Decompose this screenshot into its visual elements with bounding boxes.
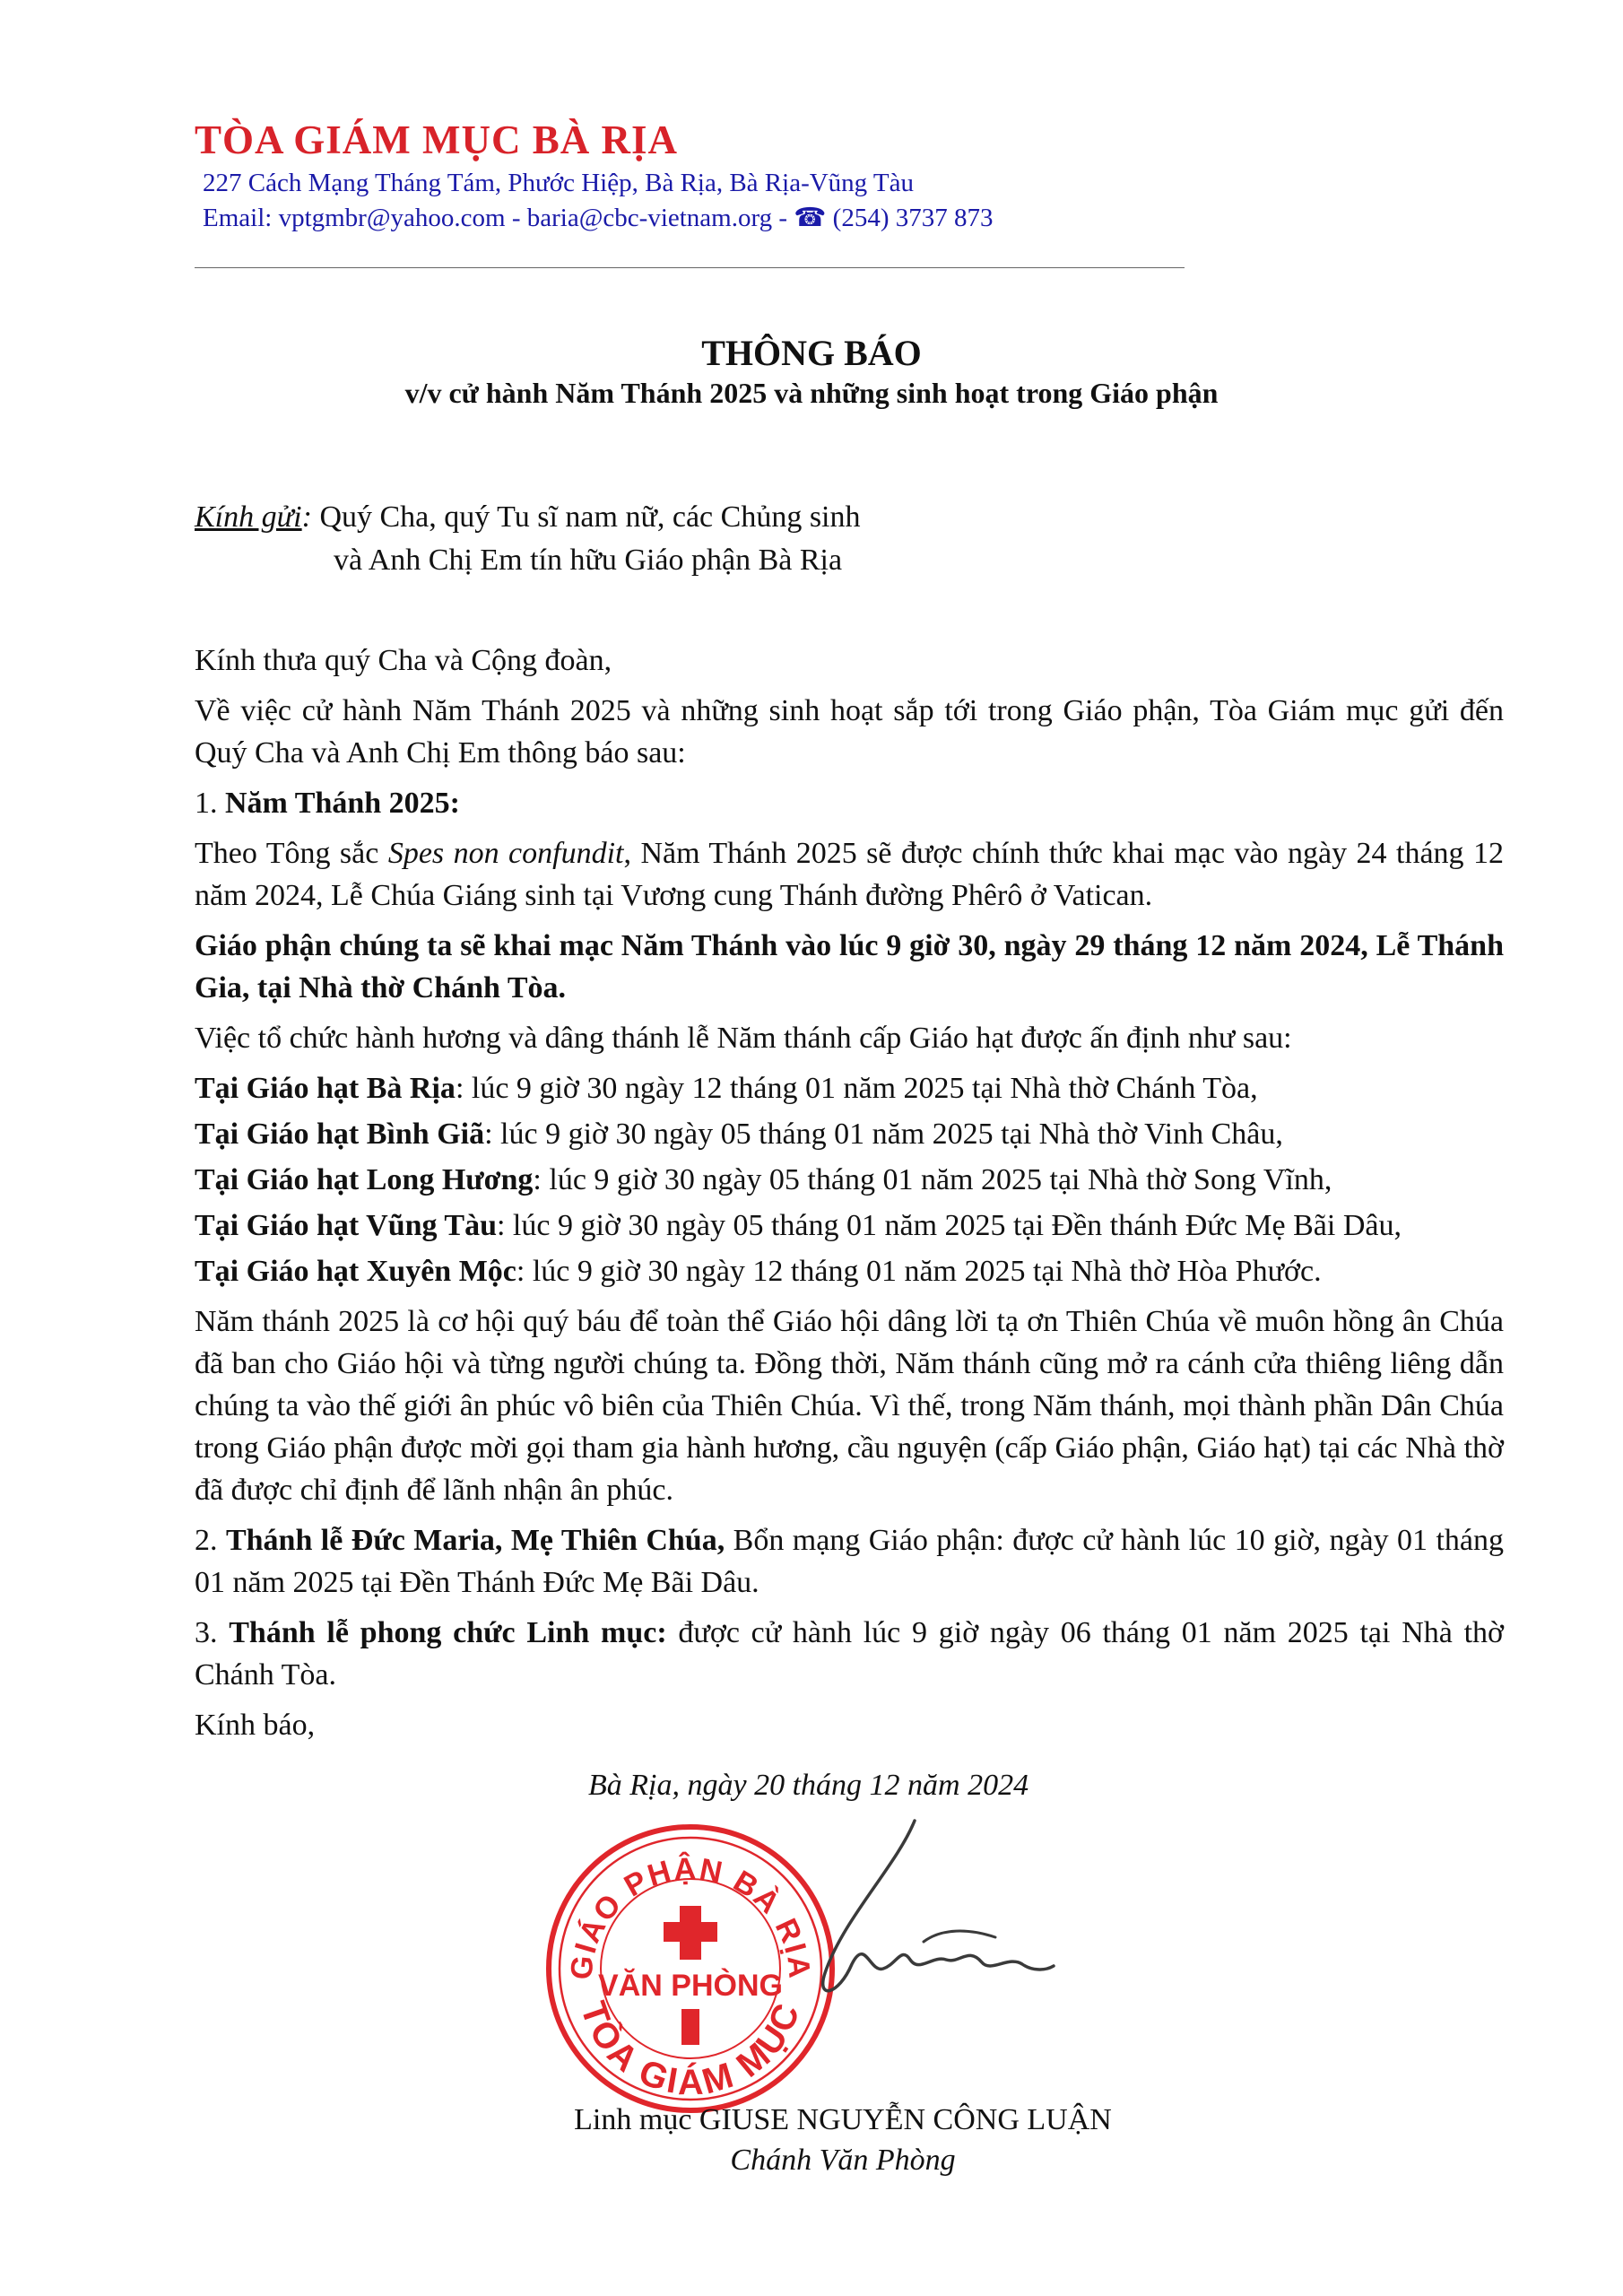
recipients-line2: và Anh Chị Em tín hữu Giáo phận Bà Rịa xyxy=(334,544,843,577)
document-title: THÔNG BÁO xyxy=(701,333,922,373)
seal-bottom-text: TÒA GIÁM MỤC xyxy=(572,1996,809,2103)
closing: Kính báo, xyxy=(195,1709,316,1742)
phone-number: (254) 3737 873 xyxy=(826,204,994,232)
seal-top-text: GIÁO PHẬN BÀ RỊA xyxy=(564,1851,817,1981)
greeting: Kính thưa quý Cha và Cộng đoàn, xyxy=(195,644,612,677)
recipients-colon: : xyxy=(301,500,312,534)
deanery-item: Tại Giáo hạt Vũng Tàu: lúc 9 giờ 30 ngày 05 tháng 01 năm 2025 tại Đền thánh Đức Mẹ Bãi Dâu, xyxy=(195,1209,1402,1242)
section-2-paragraph: 2. Thánh lễ Đức Maria, Mẹ Thiên Chúa, Bổn mạng Giáo phận: được cử hành lúc 10 giờ, ngày 01 tháng 01 năm 2025 tại Đền Thánh Đức Mẹ Bãi Dâu. xyxy=(195,1524,1505,1599)
deanery-item: Tại Giáo hạt Bình Giã: lúc 9 giờ 30 ngày 05 tháng 01 năm 2025 tại Nhà thờ Vinh Châu, xyxy=(195,1118,1283,1151)
signer-role: Chánh Văn Phòng xyxy=(730,2144,956,2177)
signer-name: Linh mục GIUSE NGUYỄN CÔNG LUẬN xyxy=(574,2103,1112,2136)
date-line: Bà Rịa, ngày 20 tháng 12 năm 2024 xyxy=(588,1769,1029,1802)
phone-icon: ☎ xyxy=(794,204,827,232)
recipients xyxy=(195,496,861,582)
section-1-paragraph-3: Việc tổ chức hành hương và dâng thánh lễ Năm thánh cấp Giáo hạt được ấn định như sau: xyxy=(195,1022,1292,1055)
handwritten-signature xyxy=(789,1812,1058,2009)
section-1-paragraph-2: Giáo phận chúng ta sẽ khai mạc Năm Thánh vào lúc 9 giờ 30, ngày 29 tháng 12 năm 2024, Lễ Thánh Gia, tại Nhà thờ Chánh Tòa. xyxy=(195,929,1504,1004)
document-body xyxy=(195,639,1504,1754)
deanery-item: Tại Giáo hạt Xuyên Mộc: lúc 9 giờ 30 ngày 12 tháng 01 năm 2025 tại Nhà thờ Hòa Phước. xyxy=(195,1255,1322,1288)
deanery-item: Tại Giáo hạt Long Hương: lúc 9 giờ 30 ngày 05 tháng 01 năm 2025 tại Nhà thờ Song Vĩnh, xyxy=(195,1163,1332,1196)
organization-name: TÒA GIÁM MỤC BÀ RỊA xyxy=(195,117,679,162)
recipients-label: Kính gửi xyxy=(195,500,302,534)
intro-paragraph: Về việc cử hành Năm Thánh 2025 và những sinh hoạt sắp tới trong Giáo phận, Tòa Giám mục gửi đến Quý Cha và Anh Chị Em thông báo sau: xyxy=(195,694,1504,770)
recipients-line1: Quý Cha, quý Tu sĩ nam nữ, các Chủng sinh xyxy=(311,500,861,534)
seal-center-text: VĂN PHÒNG xyxy=(598,1969,783,2003)
email-text: Email: vptgmbr@yahoo.com - baria@cbc-vietnam.org - xyxy=(203,204,794,232)
organization-address: 227 Cách Mạng Tháng Tám, Phước Hiệp, Bà Rịa, Bà Rịa-Vũng Tàu xyxy=(203,169,914,197)
header-divider xyxy=(195,267,1185,268)
section-1-heading: 1. Năm Thánh 2025: xyxy=(195,787,460,820)
section-1-paragraph-1: Theo Tông sắc Spes non confundit, Năm Thánh 2025 sẽ được chính thức khai mạc vào ngày 24 tháng 12 năm 2024, Lễ Chúa Giáng sinh tại Vương cung Thánh đường Phêrô ở Vatican. xyxy=(195,837,1504,912)
organization-contact xyxy=(203,202,993,233)
section-3-paragraph: 3. Thánh lễ phong chức Linh mục: được cử hành lúc 9 giờ ngày 06 tháng 01 năm 2025 tại Nhà thờ Chánh Tòa. xyxy=(195,1616,1505,1692)
document-subtitle: v/v cử hành Năm Thánh 2025 và những sinh hoạt trong Giáo phận xyxy=(404,377,1219,409)
deanery-item: Tại Giáo hạt Bà Rịa: lúc 9 giờ 30 ngày 12 tháng 01 năm 2025 tại Nhà thờ Chánh Tòa, xyxy=(195,1072,1258,1105)
section-1-paragraph-4: Năm thánh 2025 là cơ hội quý báu để toàn thể Giáo hội dâng lời tạ ơn Thiên Chúa về muôn hồng ân Chúa đã ban cho Giáo hội và từng người chúng ta. Đồng thời, Năm thánh cũng mở ra cánh cửa thiêng liêng dẫn chúng ta vào thế giới ân phúc vô biên của Thiên Chúa. Vì thế, trong Năm thánh, mọi thành phần Dân Chúa trong Giáo phận được mời gọi tham gia hành hương, cầu nguyện (cấp Giáo phận, Giáo hạt) tại các Nhà thờ đã được chỉ định để lãnh nhận ân phúc. xyxy=(195,1305,1504,1507)
